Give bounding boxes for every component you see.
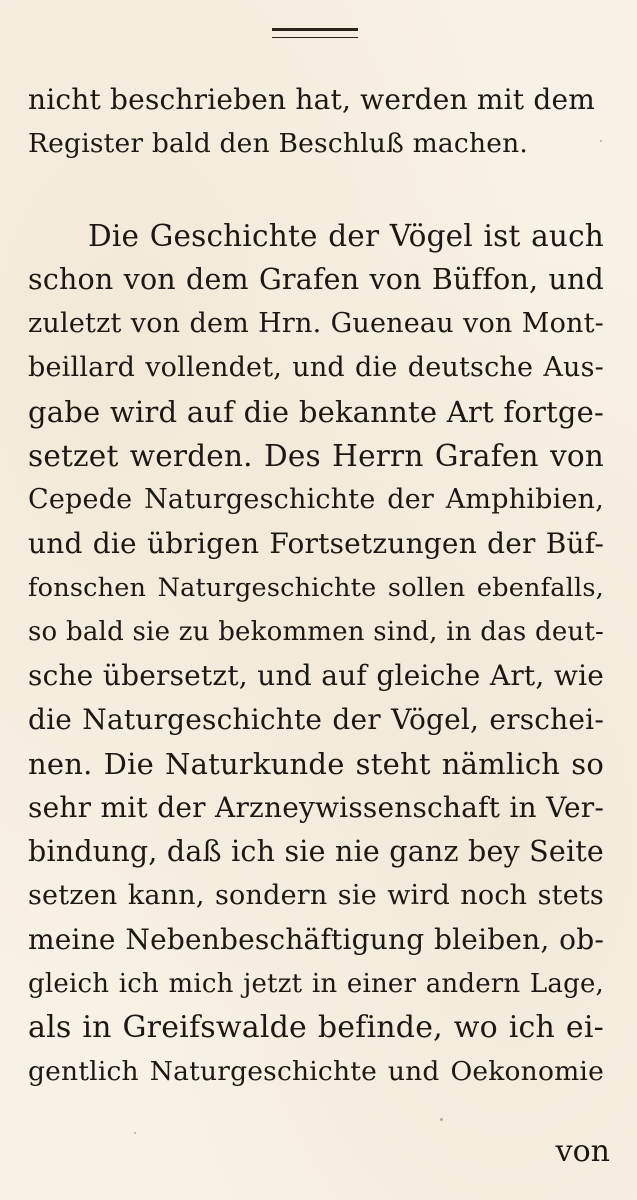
header-rule [272,28,358,38]
text-line: beillard vollendet, und die deutsche Aus- [28,352,604,383]
text-line: zuletzt von dem Hrn. Gueneau von Mont- [28,308,604,339]
text-line: gentlich Naturgeschichte und Oekonomie [28,1056,604,1087]
text-line: die Naturgeschichte der Vögel, erschei- [28,703,604,736]
text-line: setzet werden. Des Herrn Grafen von [28,439,604,473]
text-line: schon von dem Grafen von Büffon, und [28,263,604,296]
text-line: sche übersetzt, und auf gleiche Art, wie [28,659,604,692]
text-line: als in Greifswalde befinde, wo ich ei- [28,1010,604,1045]
catchword: von [555,1134,610,1169]
paper-speck [440,1118,443,1121]
text-line: sehr mit der Arzneywissenschaft in Ver- [28,791,604,824]
text-line: meine Nebenbeschäftigung bleiben, ob- [28,923,604,956]
text-line: so bald sie zu bekommen sind, in das deut- [28,617,604,647]
text-line: Cepede Naturgeschichte der Amphibien, [28,484,604,515]
text-line: gabe wird auf die bekannte Art fortge- [28,395,604,429]
text-line: nen. Die Naturkunde steht nämlich so [28,747,604,781]
text-line: Die Geschichte der Vögel ist auch [88,219,604,253]
text-line: fonschen Naturgeschichte sollen ebenfalls, [28,573,604,603]
text-line: und die übrigen Fortsetzungen der Büf- [28,527,604,560]
text-line: gleich ich mich jetzt in einer andern Lage, [28,969,604,999]
text-line: nicht beschrieben hat, werden mit dem [28,83,596,116]
text-line: bindung, daß ich sie nie ganz bey Seite [28,835,604,868]
text-line: Register bald den Beschluß machen. [28,128,529,159]
paper-speck [600,140,602,142]
paper-speck [134,1132,136,1134]
text-line: setzen kann, sondern sie wird noch stets [28,880,604,911]
